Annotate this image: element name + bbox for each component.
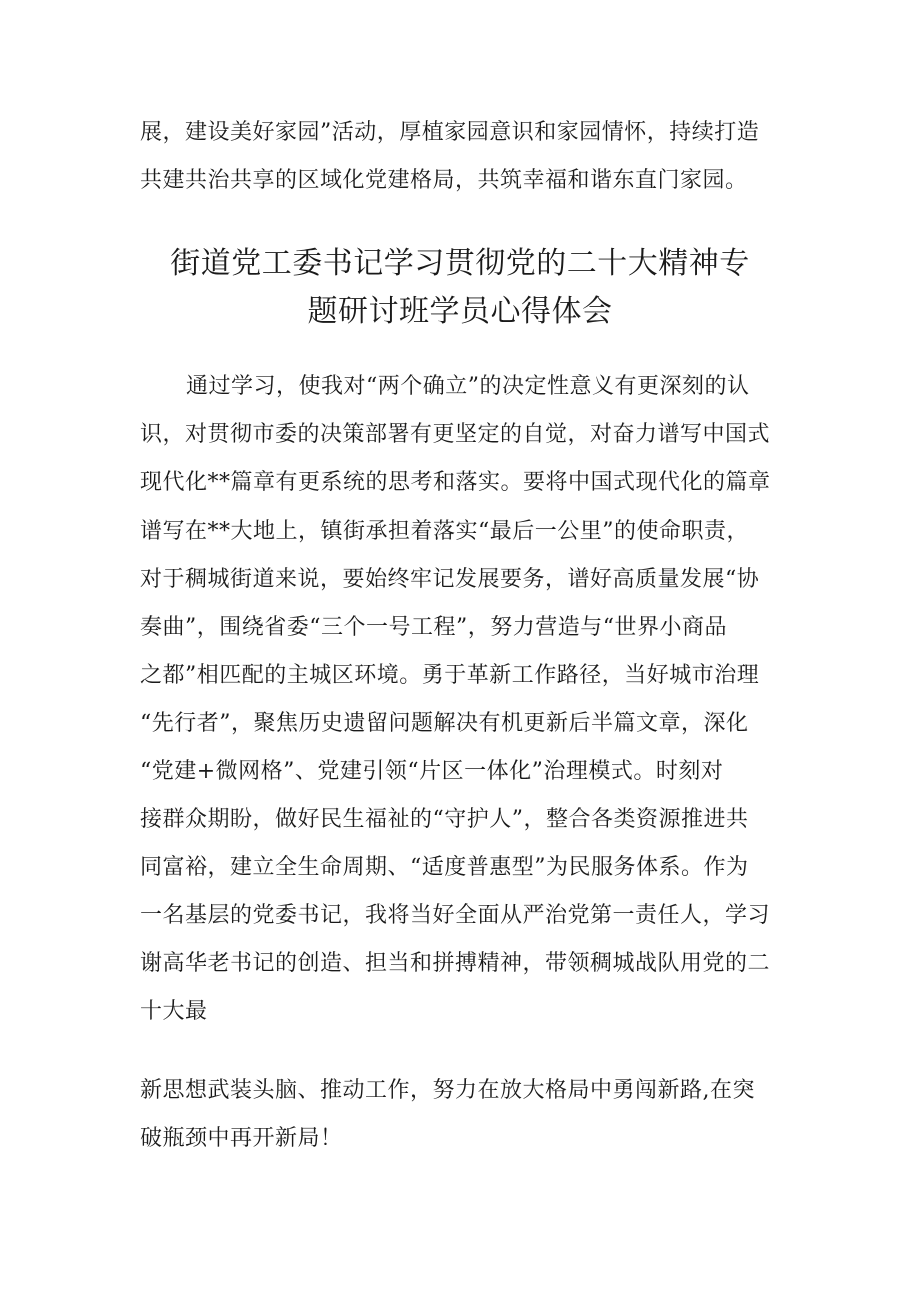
body-line: 谢高华老书记的创造、担当和拼搏精神，带领稠城战队用党的二 bbox=[140, 951, 771, 976]
body-line: “先行者”，聚焦历史遗留问题解决有机更新后半篇文章，深化 bbox=[140, 711, 749, 736]
body-line: 之都”相匹配的主城区环境。勇于革新工作路径，当好城市治理 bbox=[140, 663, 760, 688]
body-line: 十大最 bbox=[140, 999, 208, 1024]
body-line: 现代化**篇章有更系统的思考和落实。要将中国式现代化的篇章 bbox=[140, 470, 771, 495]
title-line: 题研讨班学员心得体会 bbox=[307, 294, 613, 329]
body-line: 谱写在**大地上，镇街承担着落实“最后一公里”的使命职责， bbox=[140, 519, 749, 544]
body-line: 同富裕，建立全生命周期、“适度普惠型”为民服务体系。作为 bbox=[140, 855, 749, 880]
body-line: 识，对贯彻市委的决策部署有更坚定的自觉，对奋力谱写中国式 bbox=[140, 422, 771, 447]
body-line: 奏曲”，围绕省委“三个一号工程”，努力营造与“世界小商品 bbox=[140, 615, 727, 640]
body-line: 通过学习，使我对“两个确立”的决定性意义有更深刻的认 bbox=[186, 374, 750, 399]
intro-line: 共建共治共享的区域化党建格局，共筑幸福和谐东直门家园。 bbox=[140, 168, 748, 193]
body-line: “党建+微网格”、党建引领“片区一体化”治理模式。时刻对 bbox=[140, 759, 724, 784]
intro-line: 展，建设美好家园”活动，厚植家园意识和家园情怀，持续打造 bbox=[140, 120, 760, 145]
body-line: 对于稠城街道来说，要始终牢记发展要务，谱好高质量发展“协 bbox=[140, 567, 760, 592]
body-line: 一名基层的党委书记，我将当好全面从严治党第一责任人，学习 bbox=[140, 903, 771, 928]
closing-line: 破瓶颈中再开新局！ bbox=[140, 1126, 343, 1151]
body-line: 接群众期盼，做好民生福祉的“守护人”，整合各类资源推进共 bbox=[140, 807, 749, 832]
closing-line: 新思想武装头脑、推动工作，努力在放大格局中勇闯新路,在突 bbox=[140, 1078, 755, 1103]
title-line: 街道党工委书记学习贯彻党的二十大精神专 bbox=[170, 246, 750, 281]
